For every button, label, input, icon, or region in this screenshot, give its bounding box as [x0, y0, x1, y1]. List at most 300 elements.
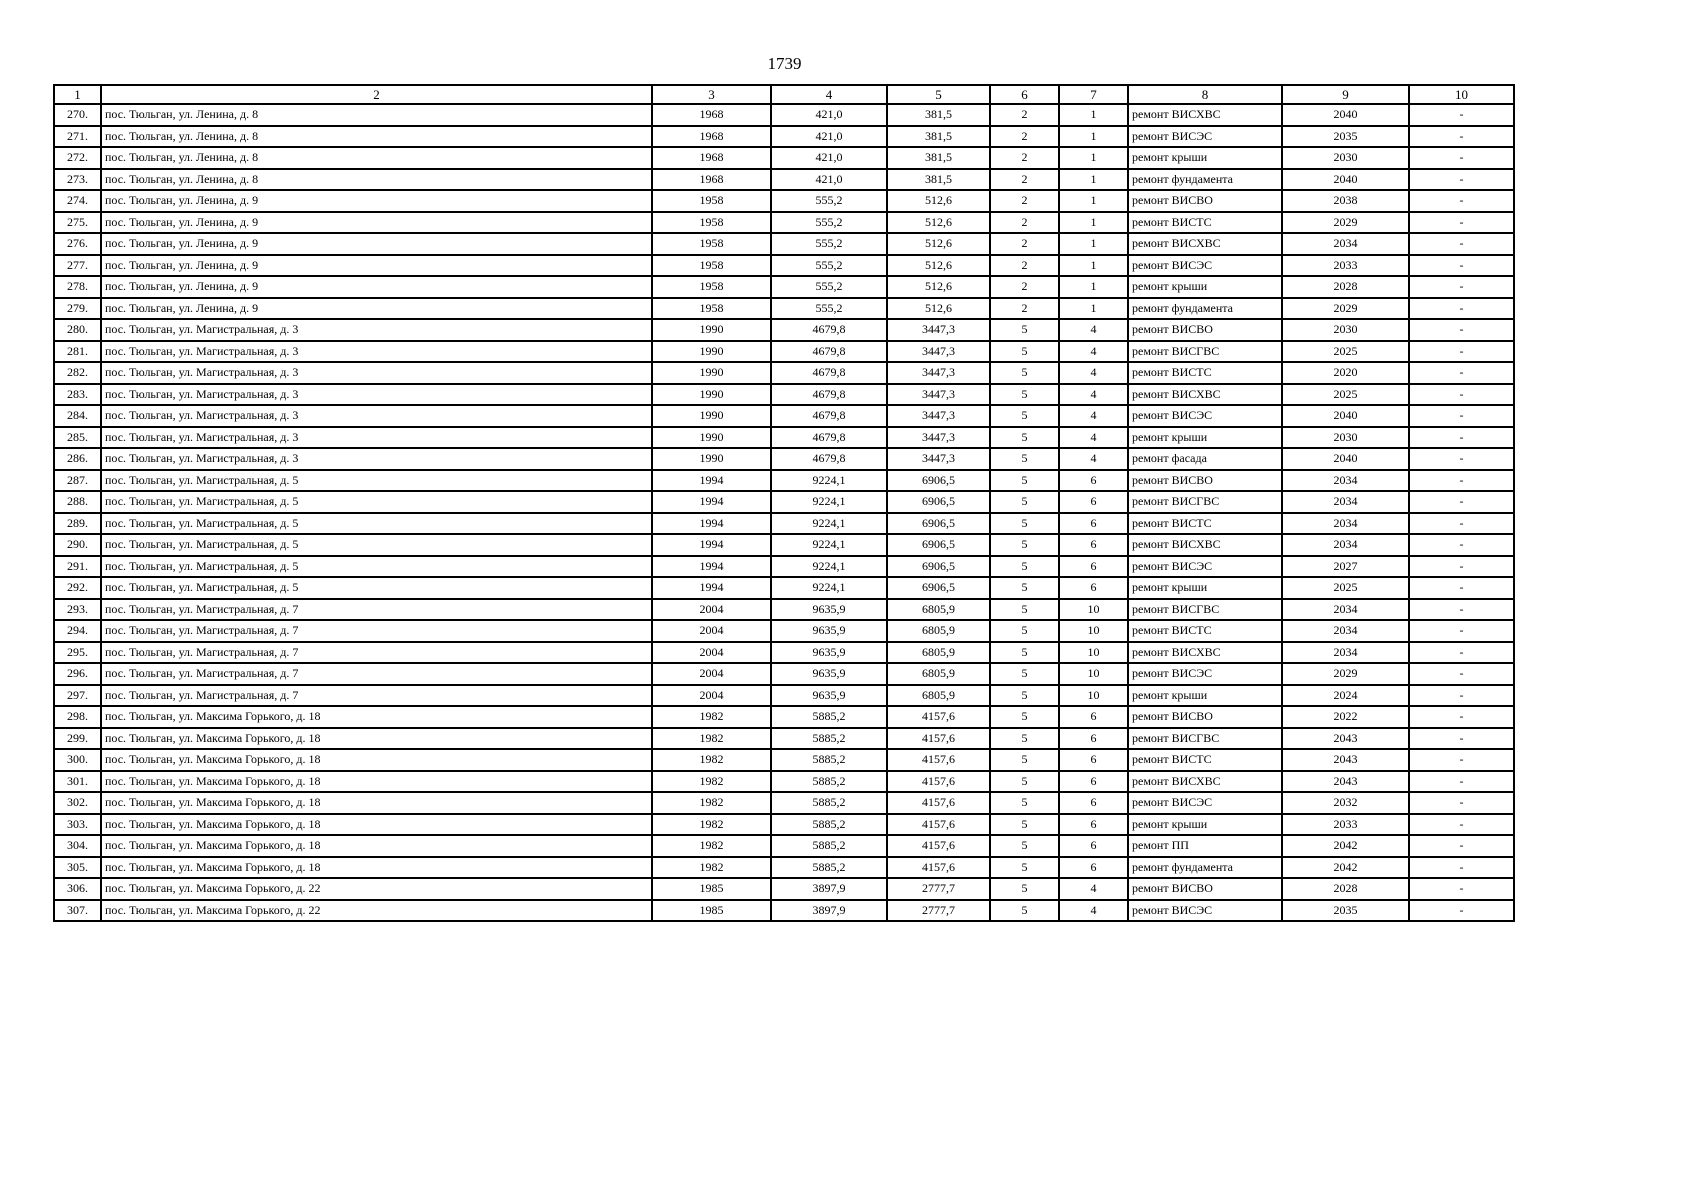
planned-year-cell: 2035	[1282, 900, 1409, 922]
work-type-cell: ремонт ВИСГВС	[1128, 599, 1282, 621]
total-area-cell: 9224,1	[771, 577, 887, 599]
entrances-cell: 4	[1059, 900, 1128, 922]
table-row	[54, 147, 1514, 169]
work-type-cell: ремонт ВИСХВС	[1128, 534, 1282, 556]
address-cell: пос. Тюльган, ул. Ленина, д. 8	[101, 169, 652, 191]
row-number-cell: 287.	[54, 470, 101, 492]
year-cell: 1968	[652, 147, 771, 169]
row-number-cell: 292.	[54, 577, 101, 599]
row-number-cell: 298.	[54, 706, 101, 728]
table-row	[54, 857, 1514, 879]
total-area-cell: 555,2	[771, 276, 887, 298]
row-number-cell: 272.	[54, 147, 101, 169]
address-cell: пос. Тюльган, ул. Максима Горького, д. 22	[101, 900, 652, 922]
note-cell: -	[1409, 190, 1514, 212]
year-cell: 1982	[652, 749, 771, 771]
column-number-6: 6	[990, 85, 1059, 104]
planned-year-cell: 2042	[1282, 835, 1409, 857]
work-type-cell: ремонт ВИСГВС	[1128, 491, 1282, 513]
note-cell: -	[1409, 663, 1514, 685]
table-row	[54, 405, 1514, 427]
entrances-cell: 4	[1059, 427, 1128, 449]
total-area-cell: 555,2	[771, 298, 887, 320]
floors-cell: 5	[990, 814, 1059, 836]
address-cell: пос. Тюльган, ул. Ленина, д. 9	[101, 190, 652, 212]
address-cell: пос. Тюльган, ул. Максима Горького, д. 18	[101, 814, 652, 836]
note-cell: -	[1409, 104, 1514, 126]
living-area-cell: 3447,3	[887, 448, 990, 470]
total-area-cell: 4679,8	[771, 448, 887, 470]
table-row	[54, 298, 1514, 320]
table-row	[54, 792, 1514, 814]
total-area-cell: 9224,1	[771, 513, 887, 535]
entrances-cell: 6	[1059, 835, 1128, 857]
planned-year-cell: 2034	[1282, 620, 1409, 642]
living-area-cell: 6906,5	[887, 470, 990, 492]
planned-year-cell: 2028	[1282, 276, 1409, 298]
total-area-cell: 555,2	[771, 255, 887, 277]
living-area-cell: 512,6	[887, 276, 990, 298]
work-type-cell: ремонт ВИСВО	[1128, 319, 1282, 341]
note-cell: -	[1409, 126, 1514, 148]
note-cell: -	[1409, 319, 1514, 341]
note-cell: -	[1409, 491, 1514, 513]
year-cell: 1994	[652, 534, 771, 556]
row-number-cell: 300.	[54, 749, 101, 771]
work-type-cell: ремонт ВИСХВС	[1128, 233, 1282, 255]
work-type-cell: ремонт ВИСВО	[1128, 190, 1282, 212]
total-area-cell: 9635,9	[771, 620, 887, 642]
living-area-cell: 6805,9	[887, 620, 990, 642]
entrances-cell: 10	[1059, 663, 1128, 685]
row-number-cell: 270.	[54, 104, 101, 126]
address-cell: пос. Тюльган, ул. Максима Горького, д. 18	[101, 749, 652, 771]
planned-year-cell: 2022	[1282, 706, 1409, 728]
column-number-3: 3	[652, 85, 771, 104]
floors-cell: 5	[990, 534, 1059, 556]
address-cell: пос. Тюльган, ул. Магистральная, д. 5	[101, 513, 652, 535]
table-row	[54, 319, 1514, 341]
planned-year-cell: 2035	[1282, 126, 1409, 148]
living-area-cell: 512,6	[887, 233, 990, 255]
planned-year-cell: 2034	[1282, 642, 1409, 664]
floors-cell: 5	[990, 384, 1059, 406]
living-area-cell: 381,5	[887, 126, 990, 148]
address-cell: пос. Тюльган, ул. Магистральная, д. 7	[101, 642, 652, 664]
work-type-cell: ремонт фундамента	[1128, 857, 1282, 879]
address-cell: пос. Тюльган, ул. Магистральная, д. 3	[101, 427, 652, 449]
work-type-cell: ремонт ВИСГВС	[1128, 341, 1282, 363]
address-cell: пос. Тюльган, ул. Магистральная, д. 5	[101, 534, 652, 556]
floors-cell: 5	[990, 728, 1059, 750]
note-cell: -	[1409, 620, 1514, 642]
total-area-cell: 9224,1	[771, 534, 887, 556]
planned-year-cell: 2042	[1282, 857, 1409, 879]
total-area-cell: 555,2	[771, 233, 887, 255]
table-row	[54, 599, 1514, 621]
living-area-cell: 6906,5	[887, 491, 990, 513]
row-number-cell: 291.	[54, 556, 101, 578]
total-area-cell: 5885,2	[771, 857, 887, 879]
row-number-cell: 288.	[54, 491, 101, 513]
floors-cell: 2	[990, 276, 1059, 298]
work-type-cell: ремонт ВИСХВС	[1128, 104, 1282, 126]
note-cell: -	[1409, 749, 1514, 771]
living-area-cell: 6805,9	[887, 642, 990, 664]
address-cell: пос. Тюльган, ул. Максима Горького, д. 18	[101, 706, 652, 728]
entrances-cell: 6	[1059, 857, 1128, 879]
address-cell: пос. Тюльган, ул. Магистральная, д. 5	[101, 577, 652, 599]
year-cell: 1994	[652, 513, 771, 535]
row-number-cell: 275.	[54, 212, 101, 234]
entrances-cell: 4	[1059, 405, 1128, 427]
row-number-cell: 286.	[54, 448, 101, 470]
column-number-5: 5	[887, 85, 990, 104]
table-row	[54, 448, 1514, 470]
floors-cell: 5	[990, 642, 1059, 664]
address-cell: пос. Тюльган, ул. Магистральная, д. 7	[101, 599, 652, 621]
floors-cell: 5	[990, 427, 1059, 449]
note-cell: -	[1409, 599, 1514, 621]
row-number-cell: 306.	[54, 878, 101, 900]
entrances-cell: 10	[1059, 599, 1128, 621]
entrances-cell: 1	[1059, 169, 1128, 191]
living-area-cell: 6906,5	[887, 513, 990, 535]
planned-year-cell: 2030	[1282, 147, 1409, 169]
table-row	[54, 513, 1514, 535]
table-row	[54, 577, 1514, 599]
address-cell: пос. Тюльган, ул. Магистральная, д. 7	[101, 620, 652, 642]
year-cell: 1958	[652, 255, 771, 277]
work-type-cell: ремонт ВИСТС	[1128, 212, 1282, 234]
planned-year-cell: 2043	[1282, 749, 1409, 771]
entrances-cell: 6	[1059, 814, 1128, 836]
total-area-cell: 4679,8	[771, 362, 887, 384]
row-number-cell: 278.	[54, 276, 101, 298]
living-area-cell: 381,5	[887, 104, 990, 126]
floors-cell: 5	[990, 491, 1059, 513]
row-number-cell: 282.	[54, 362, 101, 384]
living-area-cell: 4157,6	[887, 749, 990, 771]
entrances-cell: 10	[1059, 620, 1128, 642]
floors-cell: 5	[990, 448, 1059, 470]
living-area-cell: 6906,5	[887, 577, 990, 599]
living-area-cell: 3447,3	[887, 405, 990, 427]
entrances-cell: 4	[1059, 384, 1128, 406]
year-cell: 1990	[652, 384, 771, 406]
total-area-cell: 3897,9	[771, 878, 887, 900]
entrances-cell: 1	[1059, 104, 1128, 126]
planned-year-cell: 2034	[1282, 599, 1409, 621]
entrances-cell: 1	[1059, 190, 1128, 212]
floors-cell: 5	[990, 319, 1059, 341]
floors-cell: 5	[990, 900, 1059, 922]
living-area-cell: 6906,5	[887, 556, 990, 578]
note-cell: -	[1409, 276, 1514, 298]
year-cell: 1985	[652, 900, 771, 922]
repair-schedule-table	[53, 84, 1515, 922]
planned-year-cell: 2030	[1282, 427, 1409, 449]
table-row	[54, 728, 1514, 750]
column-number-8: 8	[1128, 85, 1282, 104]
work-type-cell: ремонт ВИСЭС	[1128, 900, 1282, 922]
note-cell: -	[1409, 792, 1514, 814]
row-number-cell: 280.	[54, 319, 101, 341]
living-area-cell: 3447,3	[887, 427, 990, 449]
year-cell: 2004	[652, 620, 771, 642]
entrances-cell: 4	[1059, 362, 1128, 384]
entrances-cell: 4	[1059, 448, 1128, 470]
note-cell: -	[1409, 212, 1514, 234]
work-type-cell: ремонт ВИСВО	[1128, 878, 1282, 900]
floors-cell: 5	[990, 362, 1059, 384]
address-cell: пос. Тюльган, ул. Магистральная, д. 3	[101, 362, 652, 384]
note-cell: -	[1409, 706, 1514, 728]
living-area-cell: 6906,5	[887, 534, 990, 556]
row-number-cell: 302.	[54, 792, 101, 814]
planned-year-cell: 2033	[1282, 814, 1409, 836]
work-type-cell: ремонт ВИСЭС	[1128, 255, 1282, 277]
work-type-cell: ремонт ВИСХВС	[1128, 384, 1282, 406]
floors-cell: 2	[990, 169, 1059, 191]
address-cell: пос. Тюльган, ул. Магистральная, д. 7	[101, 663, 652, 685]
total-area-cell: 4679,8	[771, 319, 887, 341]
year-cell: 1982	[652, 814, 771, 836]
year-cell: 1990	[652, 405, 771, 427]
column-number-4: 4	[771, 85, 887, 104]
entrances-cell: 4	[1059, 878, 1128, 900]
entrances-cell: 1	[1059, 276, 1128, 298]
floors-cell: 5	[990, 341, 1059, 363]
year-cell: 2004	[652, 599, 771, 621]
row-number-cell: 276.	[54, 233, 101, 255]
note-cell: -	[1409, 577, 1514, 599]
planned-year-cell: 2029	[1282, 298, 1409, 320]
floors-cell: 2	[990, 298, 1059, 320]
year-cell: 1982	[652, 706, 771, 728]
entrances-cell: 6	[1059, 534, 1128, 556]
entrances-cell: 6	[1059, 491, 1128, 513]
address-cell: пос. Тюльган, ул. Максима Горького, д. 18	[101, 835, 652, 857]
column-number-9: 9	[1282, 85, 1409, 104]
address-cell: пос. Тюльган, ул. Магистральная, д. 7	[101, 685, 652, 707]
address-cell: пос. Тюльган, ул. Магистральная, д. 5	[101, 556, 652, 578]
note-cell: -	[1409, 878, 1514, 900]
note-cell: -	[1409, 427, 1514, 449]
address-cell: пос. Тюльган, ул. Магистральная, д. 5	[101, 470, 652, 492]
total-area-cell: 9635,9	[771, 642, 887, 664]
work-type-cell: ремонт ВИСТС	[1128, 620, 1282, 642]
total-area-cell: 9224,1	[771, 470, 887, 492]
planned-year-cell: 2040	[1282, 104, 1409, 126]
work-type-cell: ремонт ВИСТС	[1128, 362, 1282, 384]
work-type-cell: ремонт крыши	[1128, 427, 1282, 449]
floors-cell: 2	[990, 104, 1059, 126]
living-area-cell: 4157,6	[887, 728, 990, 750]
note-cell: -	[1409, 814, 1514, 836]
entrances-cell: 6	[1059, 771, 1128, 793]
year-cell: 1968	[652, 104, 771, 126]
year-cell: 1968	[652, 169, 771, 191]
row-number-cell: 294.	[54, 620, 101, 642]
note-cell: -	[1409, 255, 1514, 277]
table-row	[54, 642, 1514, 664]
total-area-cell: 421,0	[771, 169, 887, 191]
year-cell: 1985	[652, 878, 771, 900]
address-cell: пос. Тюльган, ул. Максима Горького, д. 18	[101, 792, 652, 814]
year-cell: 1990	[652, 341, 771, 363]
row-number-cell: 299.	[54, 728, 101, 750]
total-area-cell: 5885,2	[771, 728, 887, 750]
entrances-cell: 6	[1059, 749, 1128, 771]
floors-cell: 5	[990, 405, 1059, 427]
year-cell: 2004	[652, 663, 771, 685]
address-cell: пос. Тюльган, ул. Ленина, д. 9	[101, 212, 652, 234]
floors-cell: 5	[990, 706, 1059, 728]
floors-cell: 2	[990, 190, 1059, 212]
table-row	[54, 556, 1514, 578]
work-type-cell: ремонт ВИСТС	[1128, 513, 1282, 535]
floors-cell: 5	[990, 470, 1059, 492]
living-area-cell: 381,5	[887, 147, 990, 169]
total-area-cell: 421,0	[771, 126, 887, 148]
note-cell: -	[1409, 835, 1514, 857]
living-area-cell: 4157,6	[887, 771, 990, 793]
living-area-cell: 4157,6	[887, 706, 990, 728]
column-number-row	[54, 85, 1514, 104]
entrances-cell: 6	[1059, 577, 1128, 599]
address-cell: пос. Тюльган, ул. Магистральная, д. 3	[101, 319, 652, 341]
work-type-cell: ремонт ВИСХВС	[1128, 642, 1282, 664]
floors-cell: 5	[990, 685, 1059, 707]
floors-cell: 5	[990, 857, 1059, 879]
total-area-cell: 9635,9	[771, 599, 887, 621]
work-type-cell: ремонт фундамента	[1128, 169, 1282, 191]
table-row	[54, 427, 1514, 449]
total-area-cell: 5885,2	[771, 835, 887, 857]
year-cell: 2004	[652, 685, 771, 707]
page-number: 1739	[767, 54, 802, 73]
year-cell: 1982	[652, 728, 771, 750]
address-cell: пос. Тюльган, ул. Ленина, д. 8	[101, 104, 652, 126]
work-type-cell: ремонт фасада	[1128, 448, 1282, 470]
total-area-cell: 4679,8	[771, 341, 887, 363]
work-type-cell: ремонт крыши	[1128, 685, 1282, 707]
table-row	[54, 814, 1514, 836]
planned-year-cell: 2043	[1282, 728, 1409, 750]
address-cell: пос. Тюльган, ул. Магистральная, д. 3	[101, 384, 652, 406]
floors-cell: 2	[990, 147, 1059, 169]
year-cell: 1994	[652, 470, 771, 492]
living-area-cell: 4157,6	[887, 857, 990, 879]
table-row	[54, 104, 1514, 126]
work-type-cell: ремонт крыши	[1128, 814, 1282, 836]
total-area-cell: 4679,8	[771, 405, 887, 427]
floors-cell: 5	[990, 556, 1059, 578]
entrances-cell: 6	[1059, 706, 1128, 728]
work-type-cell: ремонт крыши	[1128, 276, 1282, 298]
work-type-cell: ремонт фундамента	[1128, 298, 1282, 320]
planned-year-cell: 2024	[1282, 685, 1409, 707]
address-cell: пос. Тюльган, ул. Магистральная, д. 5	[101, 491, 652, 513]
year-cell: 1968	[652, 126, 771, 148]
floors-cell: 5	[990, 513, 1059, 535]
table-row	[54, 126, 1514, 148]
row-number-cell: 289.	[54, 513, 101, 535]
total-area-cell: 5885,2	[771, 792, 887, 814]
row-number-cell: 284.	[54, 405, 101, 427]
planned-year-cell: 2034	[1282, 513, 1409, 535]
address-cell: пос. Тюльган, ул. Магистральная, д. 3	[101, 405, 652, 427]
planned-year-cell: 2029	[1282, 663, 1409, 685]
entrances-cell: 1	[1059, 126, 1128, 148]
total-area-cell: 5885,2	[771, 771, 887, 793]
living-area-cell: 512,6	[887, 255, 990, 277]
column-number-10: 10	[1409, 85, 1514, 104]
year-cell: 1990	[652, 362, 771, 384]
note-cell: -	[1409, 513, 1514, 535]
note-cell: -	[1409, 534, 1514, 556]
living-area-cell: 381,5	[887, 169, 990, 191]
floors-cell: 2	[990, 233, 1059, 255]
row-number-cell: 281.	[54, 341, 101, 363]
planned-year-cell: 2034	[1282, 534, 1409, 556]
address-cell: пос. Тюльган, ул. Максима Горького, д. 18	[101, 857, 652, 879]
entrances-cell: 4	[1059, 319, 1128, 341]
row-number-cell: 285.	[54, 427, 101, 449]
floors-cell: 5	[990, 663, 1059, 685]
row-number-cell: 279.	[54, 298, 101, 320]
row-number-cell: 274.	[54, 190, 101, 212]
row-number-cell: 301.	[54, 771, 101, 793]
year-cell: 1982	[652, 792, 771, 814]
total-area-cell: 421,0	[771, 147, 887, 169]
note-cell: -	[1409, 448, 1514, 470]
note-cell: -	[1409, 642, 1514, 664]
row-number-cell: 283.	[54, 384, 101, 406]
table-row	[54, 233, 1514, 255]
table-row	[54, 771, 1514, 793]
entrances-cell: 10	[1059, 642, 1128, 664]
note-cell: -	[1409, 685, 1514, 707]
floors-cell: 2	[990, 255, 1059, 277]
row-number-cell: 271.	[54, 126, 101, 148]
living-area-cell: 512,6	[887, 190, 990, 212]
planned-year-cell: 2040	[1282, 169, 1409, 191]
work-type-cell: ремонт ВИСЭС	[1128, 792, 1282, 814]
year-cell: 1994	[652, 556, 771, 578]
floors-cell: 5	[990, 599, 1059, 621]
entrances-cell: 1	[1059, 298, 1128, 320]
planned-year-cell: 2020	[1282, 362, 1409, 384]
address-cell: пос. Тюльган, ул. Магистральная, д. 3	[101, 448, 652, 470]
total-area-cell: 5885,2	[771, 814, 887, 836]
living-area-cell: 4157,6	[887, 814, 990, 836]
address-cell: пос. Тюльган, ул. Магистральная, д. 3	[101, 341, 652, 363]
living-area-cell: 3447,3	[887, 384, 990, 406]
total-area-cell: 9224,1	[771, 556, 887, 578]
row-number-cell: 273.	[54, 169, 101, 191]
row-number-cell: 293.	[54, 599, 101, 621]
total-area-cell: 421,0	[771, 104, 887, 126]
note-cell: -	[1409, 298, 1514, 320]
work-type-cell: ремонт ВИСХВС	[1128, 771, 1282, 793]
row-number-cell: 305.	[54, 857, 101, 879]
table-body	[54, 85, 1514, 921]
table-row	[54, 491, 1514, 513]
living-area-cell: 6805,9	[887, 599, 990, 621]
table-row	[54, 384, 1514, 406]
